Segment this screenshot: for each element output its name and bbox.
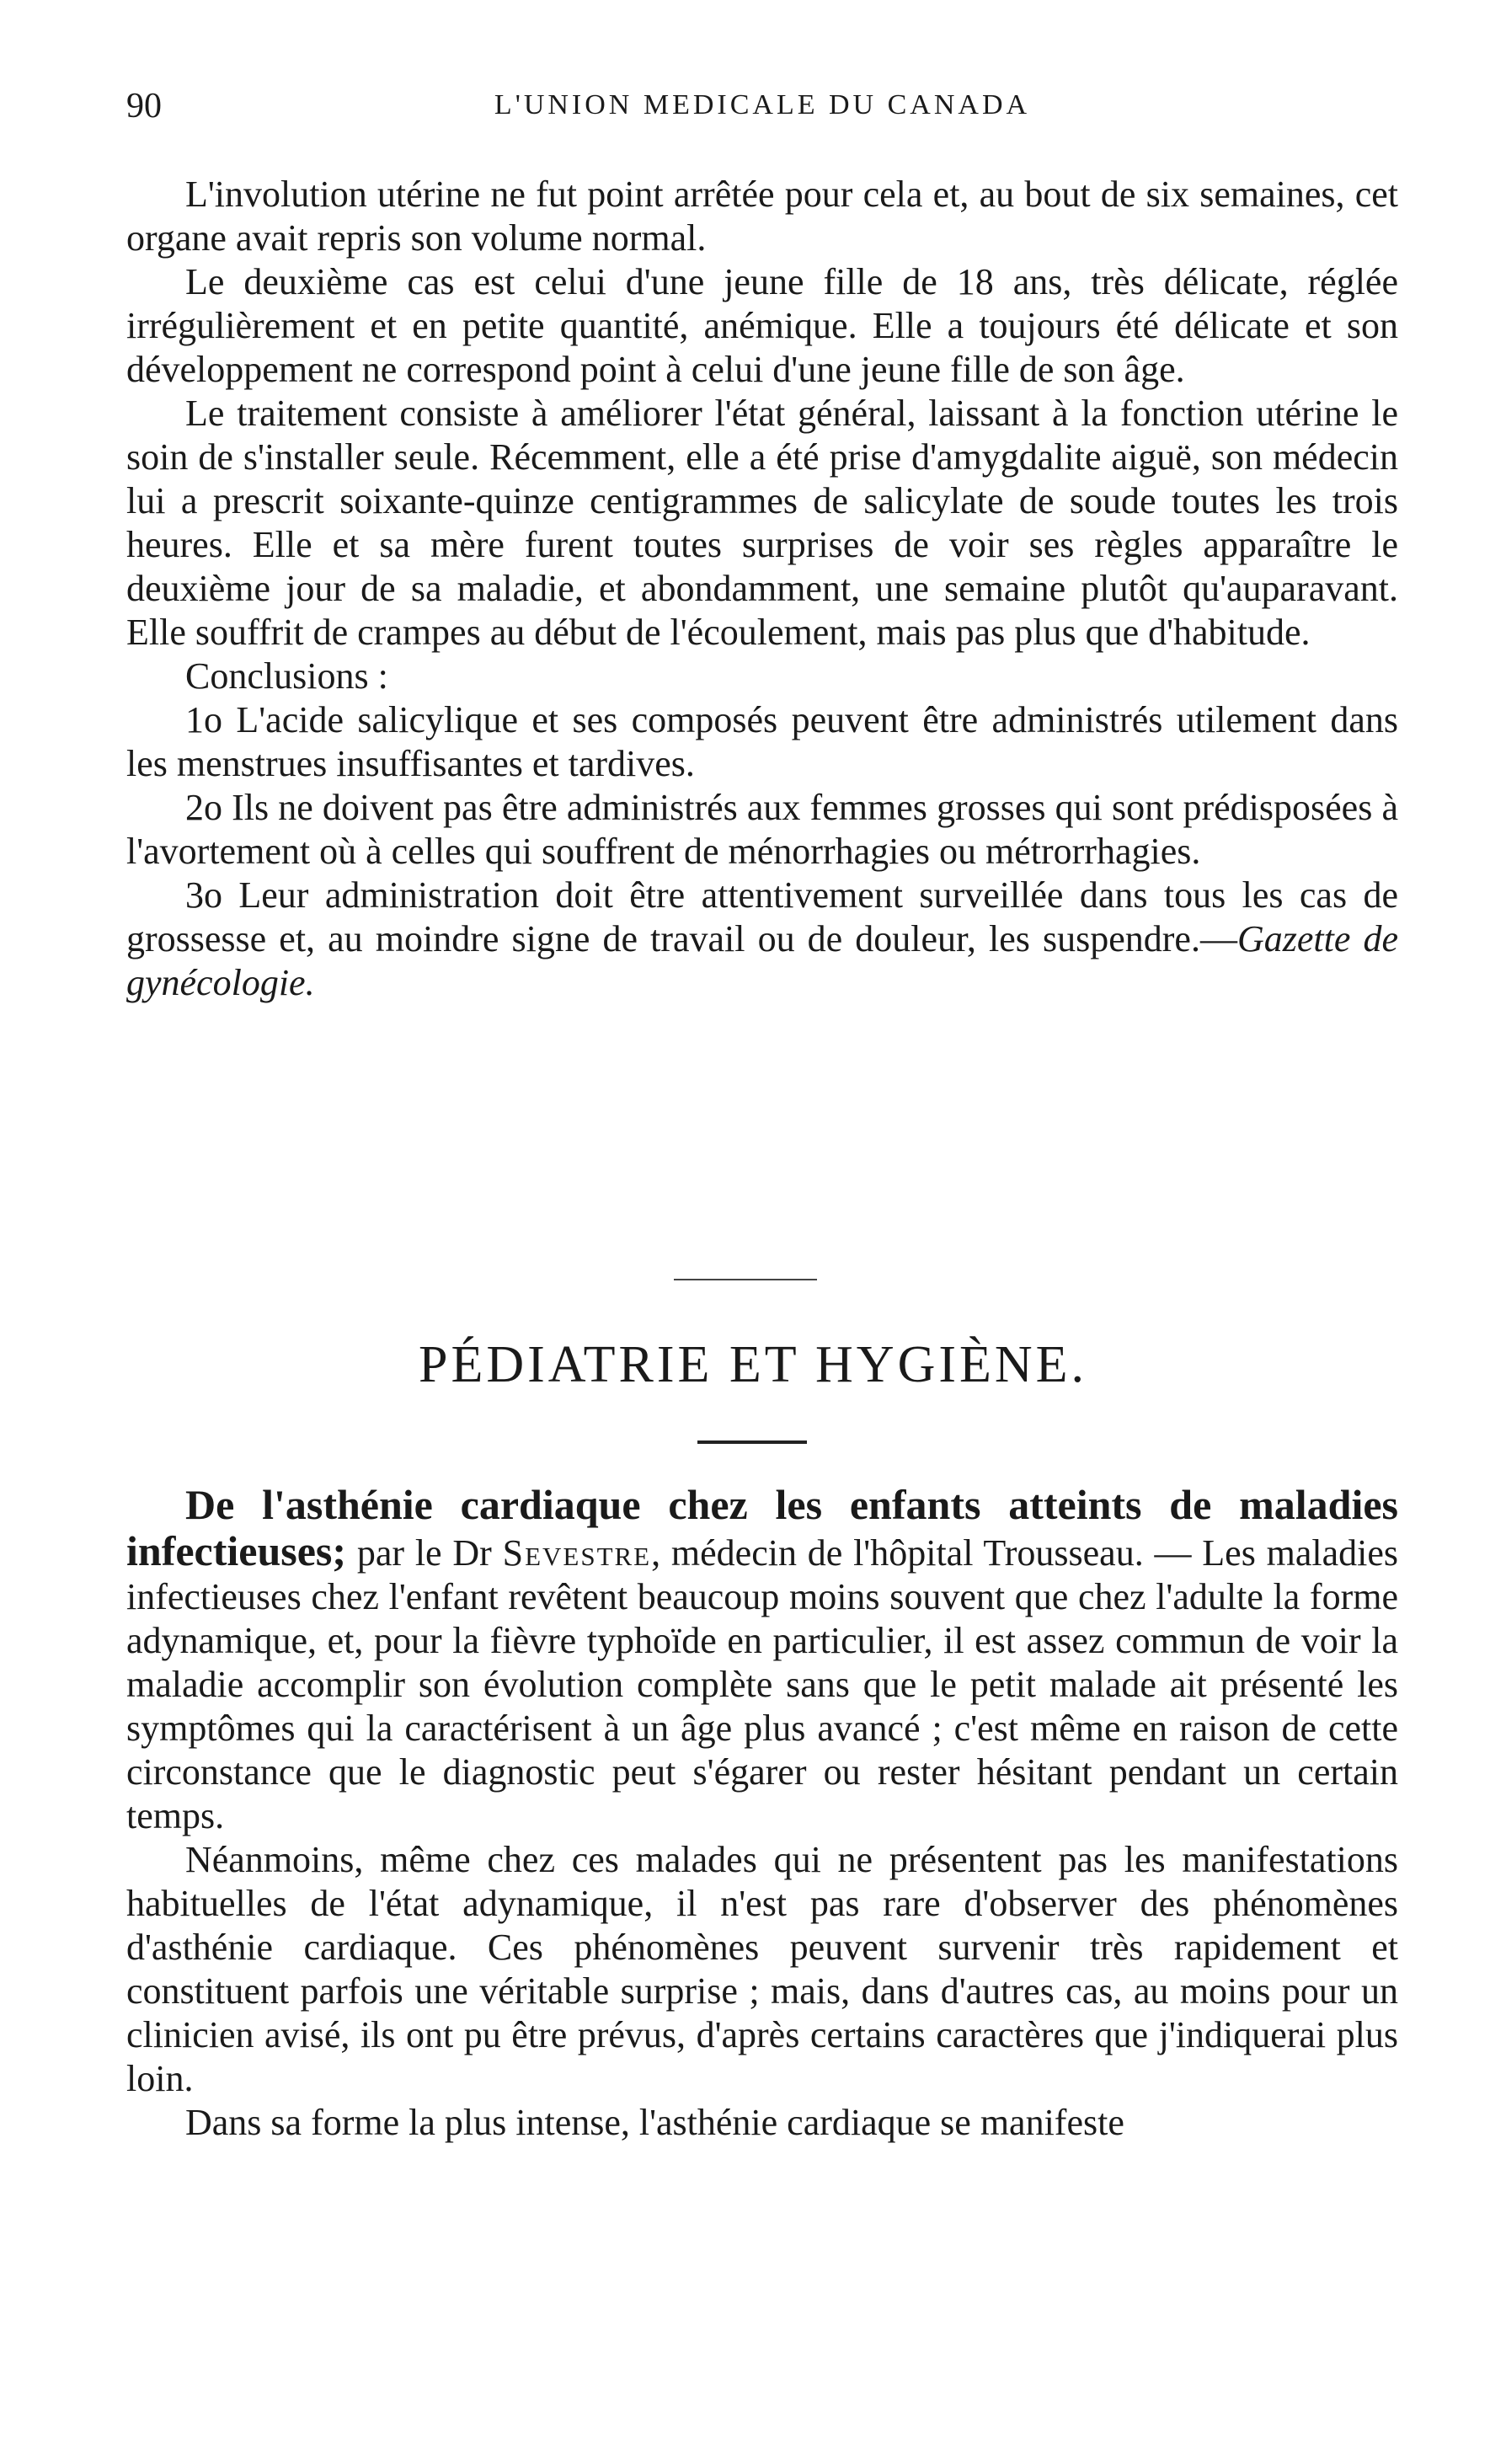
paragraph: Néanmoins, même chez ces malades qui ne présentent pas les manifestations habituelles de l'état adynamique, il n'est pas rare d'observer des phénomènes d'asthénie cardiaque. Ces phénomènes peuvent survenir très rapidement et constituent parfois une véritable surprise ; mais, dans d'autres cas, au moins pour un clinicien avisé, ils ont pu être prévus, d'après certains caractères que j'indiquerai plus loin. — [126, 1839, 1398, 2099]
running-title: L'UNION MEDICALE DU CANADA — [494, 89, 1031, 120]
divider-rule — [674, 1279, 817, 1280]
conclusions-label: Conclusions : — [185, 655, 388, 697]
paragraph: Dans sa forme la plus intense, l'asthénie cardiaque se manifeste — [185, 2102, 1124, 2143]
article-continuation — [126, 173, 1398, 1005]
author-name: Sevestre — [502, 1532, 652, 1574]
article-title: De l'asthénie cardiaque chez les enfants atteints de maladies infectieuses; — [126, 1481, 1398, 1574]
source-citation: Gazette de gynécologie. — [126, 918, 1398, 1003]
paragraph: Le traitement consiste à améliorer l'état général, laissant à la fonction utérine le soin de s'installer seule. Récemment, elle a été prise d'amygdalite aiguë, son médecin lui a prescrit soixante-quinze centigrammes de salicylate de soude toutes les trois heures. Elle et sa mère furent toutes surprises de voir ses règles apparaître le deuxième jour de sa maladie, et abondamment, une semaine plutôt qu'auparavant. Elle souffrit de crampes au début de l'écoulement, mais pas plus que d'habitude. — [126, 393, 1398, 653]
conclusion-text: 3o Leur administration doit être attentivement surveillée dans tous les cas de grossesse et, au moindre signe de travail ou de douleur, les suspendre.— — [126, 874, 1398, 959]
page-header — [126, 86, 1398, 136]
byline-prefix: par le Dr — [346, 1532, 503, 1574]
article-lead-paragraph — [126, 1483, 1398, 1838]
paragraph: Le deuxième cas est celui d'une jeune fille de 18 ans, très délicate, réglée irrégulièrement et en petite quantité, anémique. Elle a toujours été délicate et son développement ne correspond point à celui d'une jeune fille de son âge. — [126, 261, 1398, 390]
byline-suffix: , médecin de l'hôpital Trousseau. — Les maladies infectieuses chez l'enfant revêtent beaucoup moins souvent que chez l'adulte la forme adynamique, et, pour la fièvre typhoïde en particulier, il est assez commun de voir la maladie accomplir son évolution complète sans que le petit malade ait présenté les symptômes qui la caractérisent à un âge plus avancé ; c'est même en raison de cette circonstance que le diagnostic peut s'égarer ou rester hésitant pendant un certain temps. — [126, 1532, 1399, 1836]
page-number: 90 — [126, 87, 162, 126]
conclusion-item: 1o L'acide salicylique et ses composés peuvent être administrés utilement dans les menstrues insuffisantes et tardives. — [126, 699, 1398, 784]
section-heading: PÉDIATRIE ET HYGIÈNE. — [418, 1336, 1088, 1393]
paragraph: L'involution utérine ne fut point arrêtée pour cela et, au bout de six semaines, cet organe avait repris son volume normal. — [126, 174, 1398, 259]
conclusion-item — [126, 874, 1398, 1005]
conclusion-item: 2o Ils ne doivent pas être administrés aux femmes grosses qui sont prédisposées à l'avortement où à celles qui souffrent de ménorrhagies ou métrorrhagies. — [126, 787, 1398, 872]
article — [126, 1483, 1398, 2145]
heading-rule — [697, 1440, 807, 1444]
